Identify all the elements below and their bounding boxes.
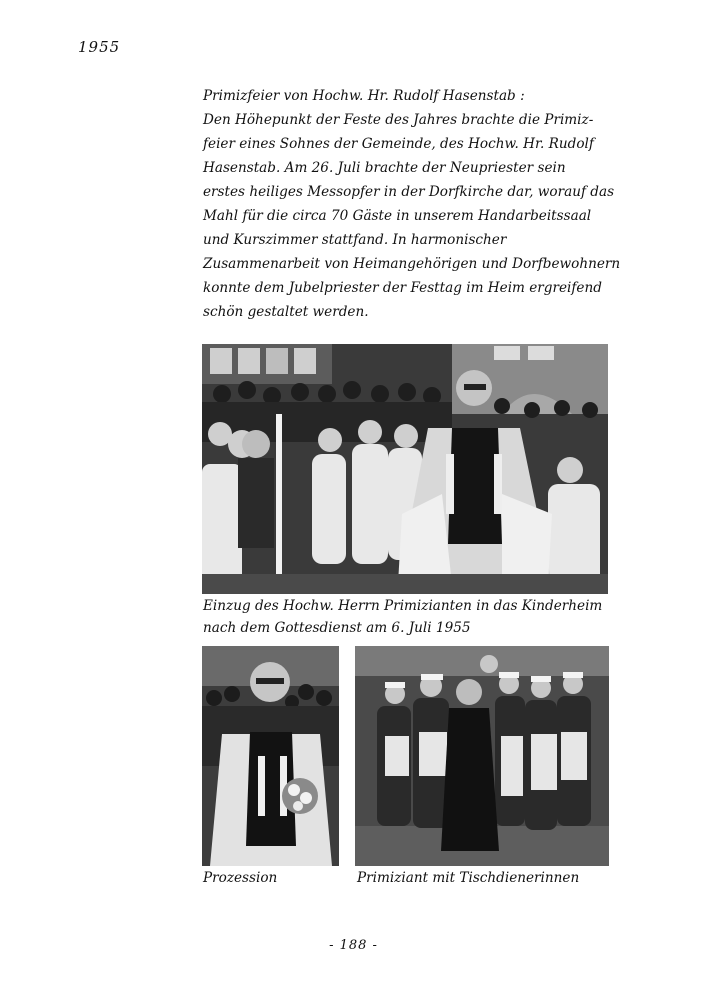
text-line: und Kurszimmer stattfand. In harmonischer xyxy=(203,232,507,248)
main-photo-caption-line1: Einzug des Hochw. Herrn Primizianten in das Kinderheim xyxy=(203,598,603,614)
procession-entry-photo xyxy=(202,344,608,594)
text-line: erstes heiliges Messopfer in der Dorfkirche dar, worauf das xyxy=(203,184,615,200)
body-text xyxy=(203,84,623,324)
priest-with-servers-photo xyxy=(355,646,609,866)
text-line: Primizfeier von Hochw. Hr. Rudolf Hasenstab : xyxy=(203,88,525,104)
procession-photo xyxy=(202,646,339,866)
text-line: konnte dem Jubelpriester der Festtag im Heim ergreifend xyxy=(203,280,602,296)
text-line: schön gestaltet werden. xyxy=(203,304,369,320)
text-line: feier eines Sohnes der Gemeinde, des Hochw. Hr. Rudolf xyxy=(203,136,594,152)
text-line: Mahl für die circa 70 Gäste in unserem Handarbeitssaal xyxy=(203,208,592,224)
right-photo-caption: Primiziant mit Tischdienerinnen xyxy=(357,870,580,886)
left-photo-caption: Prozession xyxy=(203,870,278,886)
text-line: Hasenstab. Am 26. Juli brachte der Neupriester sein xyxy=(203,160,566,176)
text-line: Den Höhepunkt der Feste des Jahres brachte die Primiz- xyxy=(203,112,594,128)
text-line: Zusammenarbeit von Heimangehörigen und Dorfbewohnern xyxy=(203,256,621,272)
page-year: 1955 xyxy=(78,38,121,56)
page-number: - 188 - xyxy=(329,938,378,953)
main-photo-caption-line2: nach dem Gottesdienst am 6. Juli 1955 xyxy=(203,620,471,636)
